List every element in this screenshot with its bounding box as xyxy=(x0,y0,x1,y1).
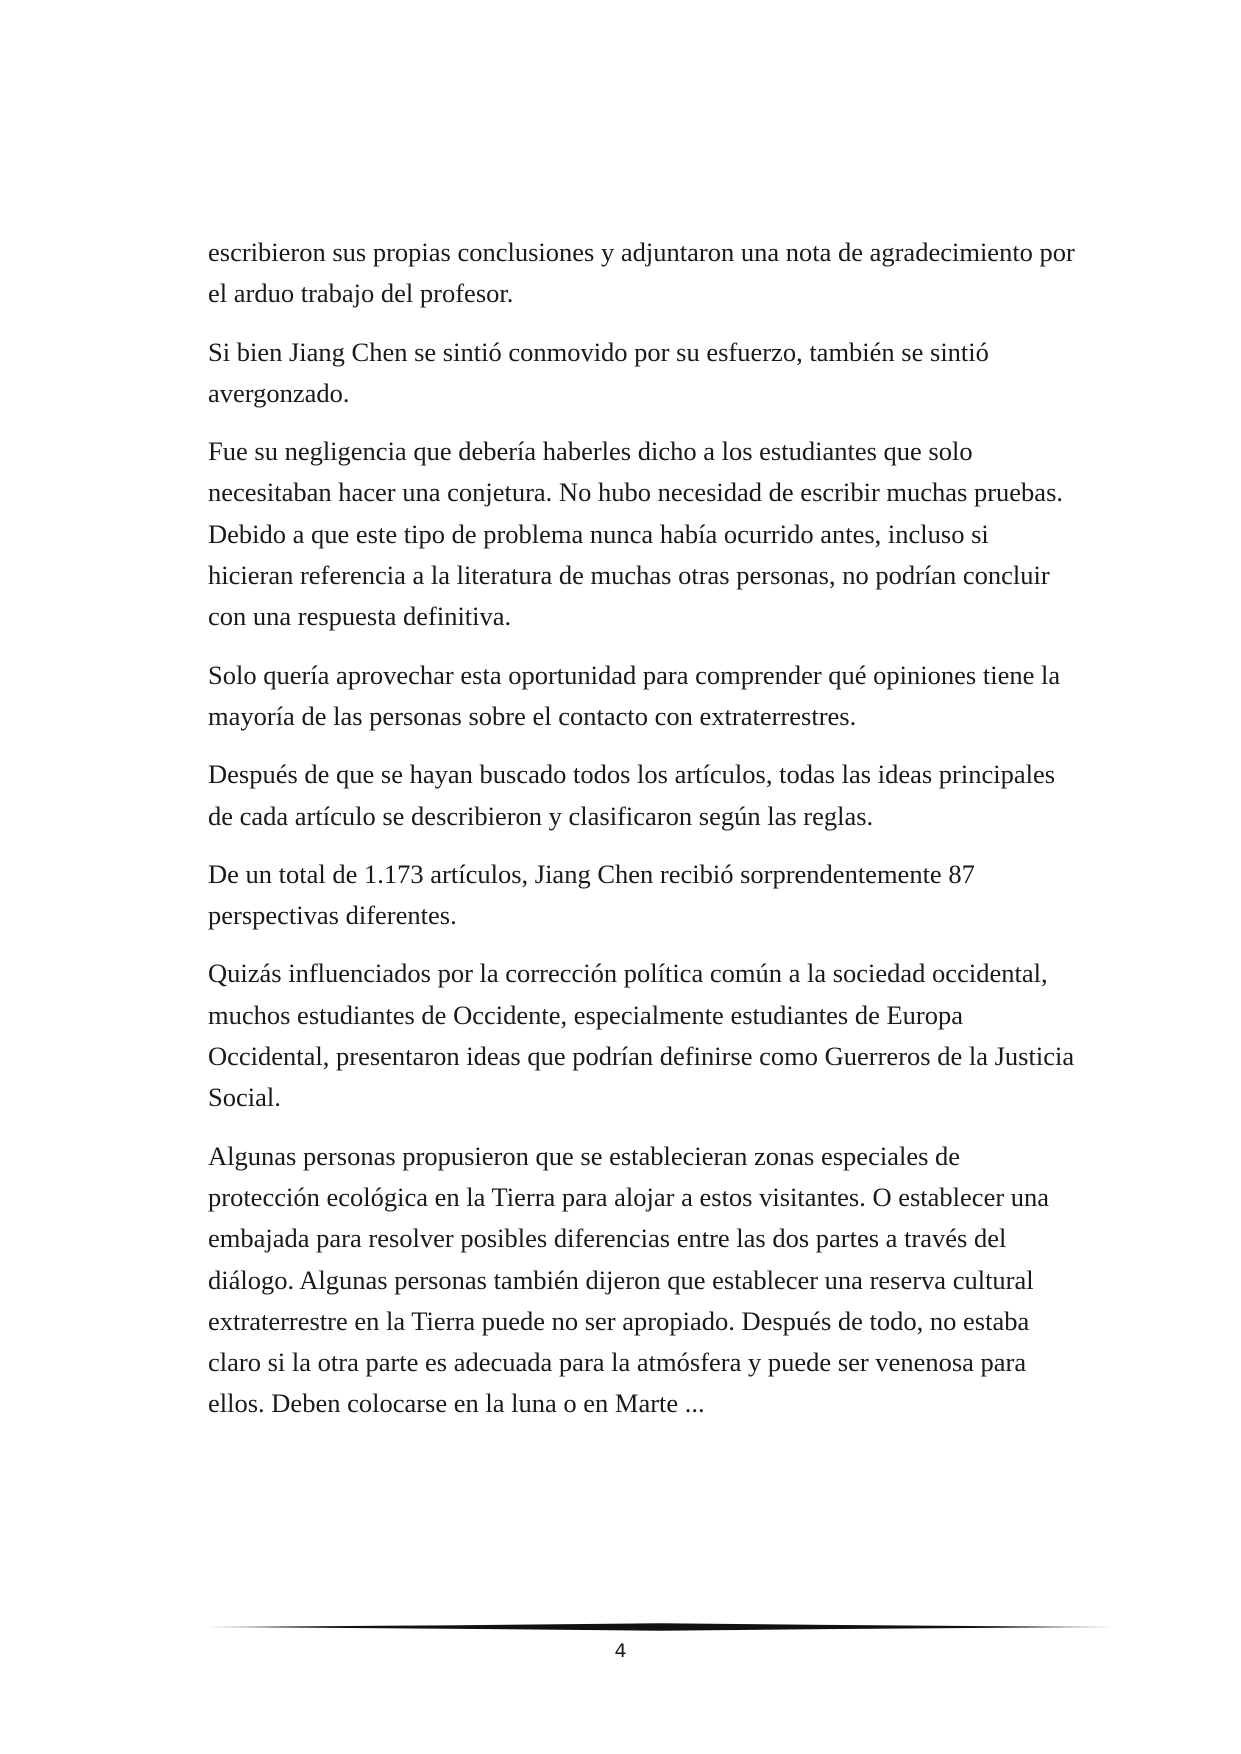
paragraph-3: Fue su negligencia que debería haberles dicho a los estudiantes que solo necesitaban hacer una conjetura. No hubo necesidad de escribir muchas pruebas. Debido a que este tipo de problema nunca había ocurrido antes, incluso si hicieran referencia a la literatura de muchas otras personas, no podrían concluir con una respuesta definitiva. xyxy=(208,436,1064,632)
footer-divider-stroke xyxy=(208,1623,1112,1631)
paragraph-7: Quizás influenciados por la corrección política común a la sociedad occidental, muchos estudiantes de Occidente, especialmente estudiantes de Europa Occidental, presentaron ideas que podrían definirse como Guerreros de la Justicia Social. xyxy=(208,958,1075,1113)
paragraph-4: Solo quería aprovechar esta oportunidad para comprender qué opiniones tiene la mayoría de las personas sobre el contacto con extraterrestres. xyxy=(208,659,1061,731)
paragraph-2: Si bien Jiang Chen se sintió conmovido por su esfuerzo, también se sintió avergonzado. xyxy=(208,336,989,408)
paragraph-6: De un total de 1.173 artículos, Jiang Chen recibió sorprendentemente 87 perspectivas diferentes. xyxy=(208,858,975,931)
paragraph-1: escribieron sus propias conclusiones y adjuntaron una nota de agradecimiento por el arduo trabajo del profesor. xyxy=(208,237,1075,309)
paragraph-5: Después de que se hayan buscado todos los artículos, todas las ideas principales de cada artículo se describieron y clasificaron según las reglas. xyxy=(208,759,1056,831)
page-number: 4 xyxy=(614,1640,627,1662)
body-text xyxy=(208,232,1078,1442)
paragraph-8: Algunas personas propusieron que se establecieran zonas especiales de protección ecológica en la Tierra para alojar a estos visitantes. O establecer una embajada para resolver posibles diferencias entre las dos partes a través del diálogo. Algunas personas también dijeron que establecer una reserva cultural extraterrestre en la Tierra puede no ser apropiado. Después de todo, no estaba claro si la otra parte es adecuada para la atmósfera y puede ser venenosa para ellos. Deben colocarse en la luna o en Marte ... xyxy=(208,1140,1050,1419)
footer-divider xyxy=(208,1620,1112,1634)
